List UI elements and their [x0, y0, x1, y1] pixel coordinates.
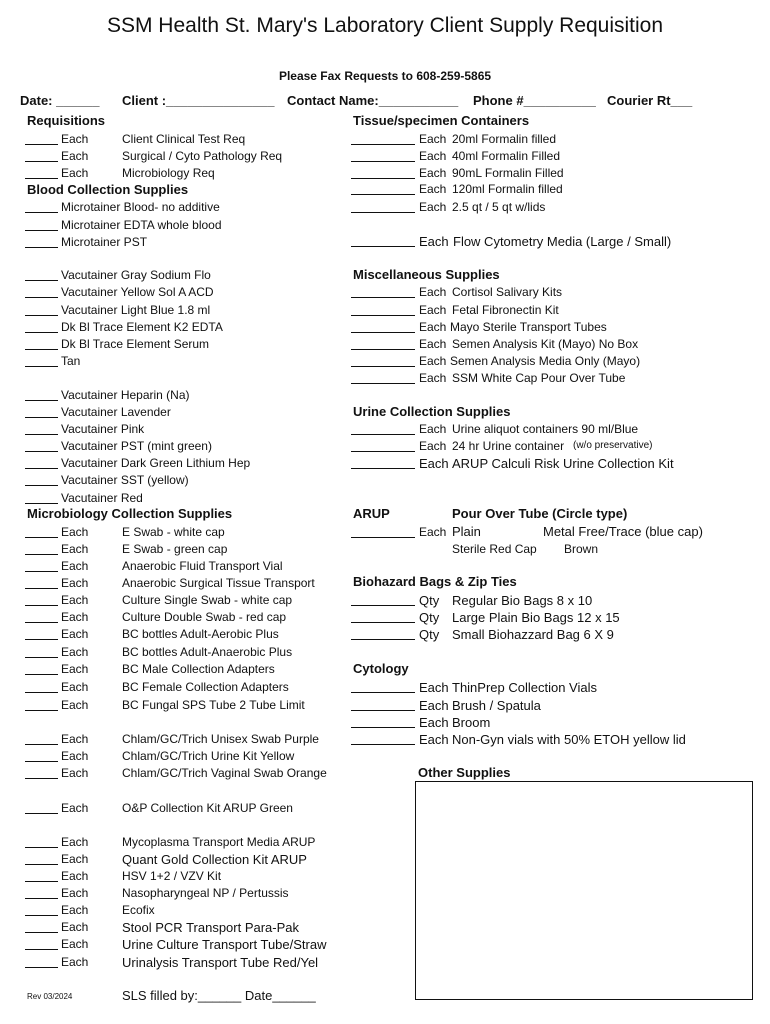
quantity-blank[interactable]	[25, 354, 58, 367]
unit-label: Each	[419, 200, 447, 214]
unit-label: Each	[61, 559, 89, 573]
unit-label: Each	[419, 166, 447, 180]
quantity-blank[interactable]	[25, 749, 58, 762]
unit-label: Each	[61, 593, 89, 607]
misc-item-label: Fetal Fibronectin Kit	[452, 303, 559, 317]
quantity-blank[interactable]	[351, 698, 415, 711]
quantity-blank[interactable]	[25, 576, 58, 589]
microbiology-item-label: BC Female Collection Adapters	[122, 680, 289, 694]
tissue-item-label: Flow Cytometry Media (Large / Small)	[453, 234, 672, 249]
misc-supplies-heading: Miscellaneous Supplies	[353, 267, 500, 282]
quantity-blank[interactable]	[25, 285, 58, 298]
tissue-item-label: 20ml Formalin filled	[452, 132, 557, 146]
quantity-blank[interactable]	[351, 303, 415, 316]
requisition-item-label: Client Clinical Test Req	[122, 132, 246, 146]
contact-name-field[interactable]: Contact Name:___________	[287, 93, 459, 108]
blood-item-label: Vacutainer Pink	[61, 422, 145, 436]
other-supplies-heading: Other Supplies	[418, 765, 511, 780]
microbiology-item-label: BC bottles Adult-Anaerobic Plus	[122, 645, 293, 659]
blood-item-label: Vacutainer PST (mint green)	[61, 439, 212, 453]
microbiology-item-label: HSV 1+2 / VZV Kit	[122, 869, 222, 883]
biohazard-item-label: Large Plain Bio Bags 12 x 15	[452, 610, 620, 625]
blood-item-label: Dk Bl Trace Element Serum	[61, 337, 210, 351]
urine-item-label: 24 hr Urine container	[452, 439, 565, 453]
quantity-blank[interactable]	[25, 645, 58, 658]
quantity-blank[interactable]	[25, 732, 58, 745]
microbiology-item-label: Urinalysis Transport Tube Red/Yel	[122, 955, 319, 970]
quantity-blank[interactable]	[25, 869, 58, 882]
misc-item-label: Semen Analysis Media Only (Mayo)	[450, 354, 641, 368]
microbiology-item-label: Quant Gold Collection Kit ARUP	[122, 852, 307, 867]
unit-label: Each	[419, 525, 447, 539]
quantity-blank[interactable]	[351, 715, 415, 728]
unit-label: Each	[61, 645, 89, 659]
blood-item-label: Vacutainer Heparin (Na)	[61, 388, 190, 402]
unit-label: Each	[61, 903, 89, 917]
quantity-blank[interactable]	[25, 303, 58, 316]
tissue-item-label: 2.5 qt / 5 qt w/lids	[452, 200, 546, 214]
microbiology-item-label: Anaerobic Surgical Tissue Transport	[122, 576, 315, 590]
unit-label: Each	[419, 456, 449, 471]
unit-label: Each	[61, 749, 89, 763]
microbiology-item-label: BC bottles Adult-Aerobic Plus	[122, 627, 279, 641]
microbiology-item-label: Urine Culture Transport Tube/Straw	[122, 937, 327, 952]
quantity-blank[interactable]	[351, 132, 415, 145]
quantity-blank[interactable]	[25, 388, 58, 401]
revision-label: Rev 03/2024	[27, 992, 73, 1001]
microbiology-item-label: Chlam/GC/Trich Unisex Swab Purple	[122, 732, 319, 746]
microbiology-item-label: O&P Collection Kit ARUP Green	[122, 801, 293, 815]
requisition-item-label: Microbiology Req	[122, 166, 215, 180]
unit-label: Each	[61, 166, 89, 180]
unit-label: Each	[61, 576, 89, 590]
fax-line: Please Fax Requests to 608-259-5865	[278, 69, 492, 83]
page-title: SSM Health St. Mary's Laboratory Client Supply Requisition	[106, 14, 664, 37]
microbiology-item-label: Chlam/GC/Trich Vaginal Swab Orange	[122, 766, 327, 780]
unit-label: Each	[61, 732, 89, 746]
quantity-blank[interactable]	[25, 835, 58, 848]
quantity-blank[interactable]	[25, 456, 58, 469]
quantity-blank[interactable]	[351, 371, 415, 384]
sls-filled-by-field[interactable]: SLS filled by:______ Date______	[122, 988, 316, 1003]
arup-heading: ARUP	[353, 506, 390, 521]
quantity-blank[interactable]	[25, 132, 58, 145]
unit-label: Each	[61, 766, 89, 780]
tissue-item-label: 90mL Formalin Filled	[452, 166, 564, 180]
microbiology-item-label: BC Male Collection Adapters	[122, 662, 275, 676]
pour-over-plain-option[interactable]: Plain	[452, 524, 481, 539]
pour-over-brown-option[interactable]: Brown	[564, 542, 599, 556]
unit-label: Each	[419, 234, 449, 249]
unit-label: Qty	[419, 627, 440, 642]
unit-label: Each	[419, 422, 447, 436]
unit-label: Each	[419, 715, 449, 730]
tissue-containers-heading: Tissue/specimen Containers	[353, 113, 530, 128]
unit-label: Each	[419, 337, 447, 351]
quantity-blank[interactable]	[25, 801, 58, 814]
tissue-item-label: 120ml Formalin filled	[452, 182, 563, 196]
unit-label: Each	[419, 371, 447, 385]
blood-item-label: Vacutainer SST (yellow)	[61, 473, 189, 487]
quantity-blank[interactable]	[351, 182, 415, 195]
blood-item-label: Vacutainer Red	[61, 491, 143, 505]
quantity-blank[interactable]	[351, 439, 415, 452]
other-supplies-box[interactable]	[415, 781, 753, 1000]
unit-label: Each	[61, 149, 89, 163]
blood-item-label: Microtainer Blood- no additive	[61, 200, 220, 214]
misc-item-label: Cortisol Salivary Kits	[452, 285, 563, 299]
cytology-heading: Cytology	[353, 661, 409, 676]
microbiology-item-label: Culture Single Swab - white cap	[122, 593, 293, 607]
quantity-blank[interactable]	[25, 235, 58, 248]
urine-container-note: (w/o preservative)	[573, 440, 653, 451]
requisition-item-label: Surgical / Cyto Pathology Req	[122, 149, 283, 163]
quantity-blank[interactable]	[25, 473, 58, 486]
blood-item-label: Vacutainer Lavender	[61, 405, 171, 419]
unit-label: Each	[61, 886, 89, 900]
cytology-item-label: ThinPrep Collection Vials	[452, 680, 597, 695]
unit-label: Each	[61, 937, 89, 951]
blood-item-label: Vacutainer Light Blue 1.8 ml	[61, 303, 211, 317]
cytology-item-label: Broom	[452, 715, 491, 730]
quantity-blank[interactable]	[25, 200, 58, 213]
unit-label: Each	[61, 132, 89, 146]
blood-item-label: Vacutainer Gray Sodium Flo	[61, 268, 211, 282]
quantity-blank[interactable]	[351, 593, 415, 606]
cytology-item-label: Non-Gyn vials with 50% ETOH yellow lid	[452, 732, 686, 747]
unit-label: Each	[61, 542, 89, 556]
biohazard-heading: Biohazard Bags & Zip Ties	[353, 574, 517, 589]
unit-label: Each	[419, 698, 449, 713]
urine-collection-heading: Urine Collection Supplies	[353, 404, 511, 419]
quantity-blank[interactable]	[25, 559, 58, 572]
quantity-blank[interactable]	[25, 852, 58, 865]
unit-label: Each	[419, 182, 447, 196]
unit-label: Qty	[419, 593, 440, 608]
quantity-blank[interactable]	[25, 268, 58, 281]
quantity-blank[interactable]	[351, 320, 415, 333]
unit-label: Each	[419, 354, 447, 368]
biohazard-item-label: Small Biohazzard Bag 6 X 9	[452, 627, 614, 642]
misc-item-label: SSM White Cap Pour Over Tube	[452, 371, 626, 385]
microbiology-item-label: Ecofix	[122, 903, 155, 917]
quantity-blank[interactable]	[351, 525, 415, 538]
blood-collection-heading: Blood Collection Supplies	[27, 182, 189, 197]
unit-label: Each	[419, 285, 447, 299]
courier-route-field[interactable]: Courier Rt___	[607, 93, 693, 108]
quantity-blank[interactable]	[351, 354, 415, 367]
microbiology-item-label: Mycoplasma Transport Media ARUP	[122, 835, 316, 849]
blood-item-label: Dk Bl Trace Element K2 EDTA	[61, 320, 223, 334]
quantity-blank[interactable]	[351, 337, 415, 350]
unit-label: Each	[61, 955, 89, 969]
blood-item-label: Microtainer PST	[61, 235, 148, 249]
microbiology-item-label: Stool PCR Transport Para-Pak	[122, 920, 300, 935]
microbiology-heading: Microbiology Collection Supplies	[27, 506, 233, 521]
quantity-blank[interactable]	[351, 149, 415, 162]
quantity-blank[interactable]	[25, 698, 58, 711]
quantity-blank[interactable]	[25, 610, 58, 623]
blood-item-label: Microtainer EDTA whole blood	[61, 218, 222, 232]
quantity-blank[interactable]	[25, 920, 58, 933]
microbiology-item-label: Culture Double Swab - red cap	[122, 610, 287, 624]
quantity-blank[interactable]	[25, 662, 58, 675]
quantity-blank[interactable]	[25, 766, 58, 779]
quantity-blank[interactable]	[25, 593, 58, 606]
quantity-blank[interactable]	[25, 542, 58, 555]
unit-label: Each	[419, 132, 447, 146]
unit-label: Each	[61, 525, 89, 539]
unit-label: Each	[419, 149, 447, 163]
quantity-blank[interactable]	[25, 955, 58, 968]
unit-label: Each	[61, 698, 89, 712]
unit-label: Each	[419, 680, 449, 695]
unit-label: Each	[61, 680, 89, 694]
phone-field[interactable]: Phone #__________	[473, 93, 596, 108]
unit-label: Each	[61, 852, 89, 866]
client-field[interactable]: Client :_______________	[122, 93, 275, 108]
microbiology-item-label: Nasopharyngeal NP / Pertussis	[122, 886, 289, 900]
unit-label: Each	[61, 627, 89, 641]
tissue-item-label: 40ml Formalin Filled	[452, 149, 561, 163]
quantity-blank[interactable]	[351, 680, 415, 693]
unit-label: Each	[61, 920, 89, 934]
microbiology-item-label: E Swab - white cap	[122, 525, 225, 539]
quantity-blank[interactable]	[25, 439, 58, 452]
unit-label: Each	[419, 320, 447, 334]
quantity-blank[interactable]	[25, 422, 58, 435]
unit-label: Each	[61, 662, 89, 676]
date-field[interactable]: Date: ______	[20, 93, 100, 108]
quantity-blank[interactable]	[25, 627, 58, 640]
unit-label: Qty	[419, 610, 440, 625]
pour-over-tube-heading: Pour Over Tube (Circle type)	[452, 506, 628, 521]
microbiology-item-label: Chlam/GC/Trich Urine Kit Yellow	[122, 749, 295, 763]
biohazard-item-label: Regular Bio Bags 8 x 10	[452, 593, 593, 608]
unit-label: Each	[419, 732, 449, 747]
quantity-blank[interactable]	[25, 886, 58, 899]
unit-label: Each	[61, 835, 89, 849]
quantity-blank[interactable]	[25, 405, 58, 418]
misc-item-label: Mayo Sterile Transport Tubes	[450, 320, 607, 334]
blood-item-label: Tan	[61, 354, 81, 368]
quantity-blank[interactable]	[25, 218, 58, 231]
requisitions-heading: Requisitions	[27, 113, 106, 128]
blood-item-label: Vacutainer Dark Green Lithium Hep	[61, 456, 251, 470]
cytology-item-label: Brush / Spatula	[452, 698, 541, 713]
quantity-blank[interactable]	[25, 166, 58, 179]
quantity-blank[interactable]	[25, 937, 58, 950]
unit-label: Each	[61, 610, 89, 624]
urine-item-label: Urine aliquot containers 90 ml/Blue	[452, 422, 639, 436]
quantity-blank[interactable]	[351, 200, 415, 213]
quantity-blank[interactable]	[351, 166, 415, 179]
quantity-blank[interactable]	[25, 320, 58, 333]
quantity-blank[interactable]	[25, 491, 58, 504]
pour-over-metal-free-option[interactable]: Metal Free/Trace (blue cap)	[543, 524, 703, 539]
quantity-blank[interactable]	[351, 610, 415, 623]
microbiology-item-label: Anaerobic Fluid Transport Vial	[122, 559, 283, 573]
quantity-blank[interactable]	[25, 337, 58, 350]
microbiology-item-label: E Swab - green cap	[122, 542, 228, 556]
quantity-blank[interactable]	[351, 422, 415, 435]
quantity-blank[interactable]	[25, 149, 58, 162]
quantity-blank[interactable]	[351, 285, 415, 298]
microbiology-item-label: BC Fungal SPS Tube 2 Tube Limit	[122, 698, 305, 712]
quantity-blank[interactable]	[351, 732, 415, 745]
quantity-blank[interactable]	[351, 456, 415, 469]
blood-item-label: Vacutainer Yellow Sol A ACD	[61, 285, 214, 299]
unit-label: Each	[419, 439, 447, 453]
quantity-blank[interactable]	[25, 903, 58, 916]
quantity-blank[interactable]	[25, 525, 58, 538]
quantity-blank[interactable]	[351, 234, 415, 247]
unit-label: Each	[61, 869, 89, 883]
quantity-blank[interactable]	[25, 680, 58, 693]
urine-item-label: ARUP Calculi Risk Urine Collection Kit	[452, 456, 674, 471]
unit-label: Each	[419, 303, 447, 317]
unit-label: Each	[61, 801, 89, 815]
pour-over-sterile-red-option[interactable]: Sterile Red Cap	[452, 542, 537, 556]
misc-item-label: Semen Analysis Kit (Mayo) No Box	[452, 337, 639, 351]
quantity-blank[interactable]	[351, 627, 415, 640]
